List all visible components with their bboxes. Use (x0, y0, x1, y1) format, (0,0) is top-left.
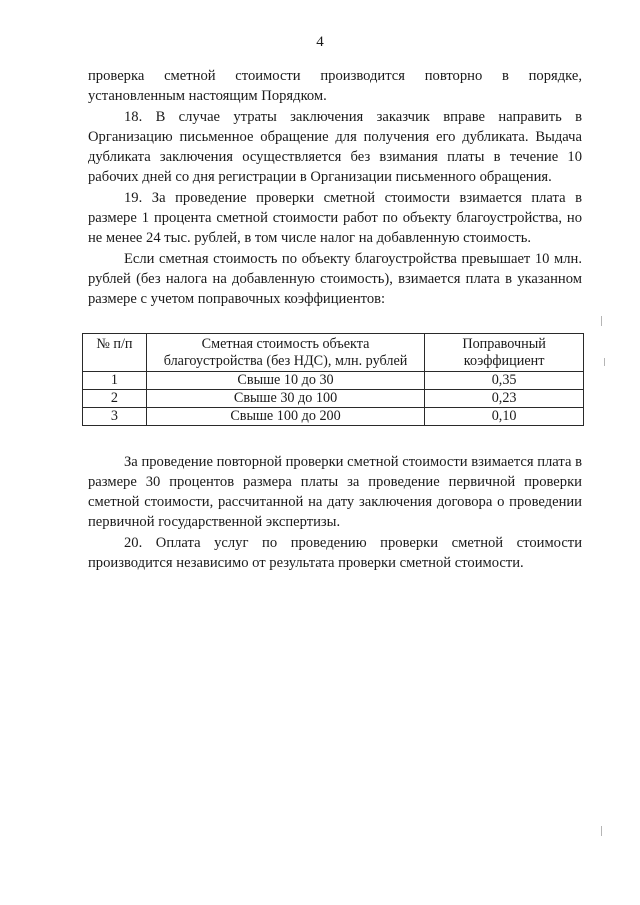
row-coefficient: 0,35 (425, 371, 584, 389)
header-number: № п/п (83, 333, 147, 371)
row-cost-range: Свыше 10 до 30 (146, 371, 424, 389)
row-coefficient: 0,23 (425, 389, 584, 407)
table-row (83, 407, 584, 425)
scan-artifact (601, 316, 602, 326)
table-header-row (83, 333, 584, 371)
table-row (83, 371, 584, 389)
row-number: 1 (83, 371, 147, 389)
page-number: 4 (316, 34, 324, 50)
scan-artifact (604, 358, 605, 366)
scan-artifact (601, 826, 602, 836)
paragraph-20: 20. Оплата услуг по проведению проверки сметной стоимости производится независимо от результата проверки сметной стоимости. (88, 534, 582, 572)
row-number: 2 (83, 389, 147, 407)
row-number: 3 (83, 407, 147, 425)
row-coefficient: 0,10 (425, 407, 584, 425)
paragraph-19-surcharge: Если сметная стоимость по объекту благоустройства превышает 10 млн. рублей (без налога на добавленную стоимость), взимается плата в указанном размере с учетом поправочных коэффициентов: (88, 250, 582, 308)
row-cost-range: Свыше 30 до 100 (146, 389, 424, 407)
header-cost: Сметная стоимость объекта благоустройства (без НДС), млн. рублей (146, 333, 424, 371)
row-cost-range: Свыше 100 до 200 (146, 407, 424, 425)
correction-coefficients-table (82, 333, 584, 426)
paragraph-continuation: проверка сметной стоимости производится повторно в порядке, установленным настоящим Порядком. (88, 68, 582, 105)
paragraph-19: 19. За проведение проверки сметной стоимости взимается плата в размере 1 процента сметной стоимости работ по объекту благоустройства, но не менее 24 тыс. рублей, в том числе налог на добавленную стоимость. (88, 189, 582, 247)
paragraph-18: 18. В случае утраты заключения заказчик вправе направить в Организацию письменное обращение для получения его дубликата. Выдача дубликата заключения осуществляется без взимания платы в течение 10 рабочих дней со дня регистрации в Организации письменного обращения. (88, 108, 582, 186)
table-row (83, 389, 584, 407)
header-coefficient: Поправочный коэффициент (425, 333, 584, 371)
document-body (88, 66, 582, 573)
paragraph-repeat-check: За проведение повторной проверки сметной стоимости взимается плата в размере 30 процентов размера платы за проведение первичной проверки сметной стоимости, рассчитанной на дату заключения договора о проведении первичной государственной экспертизы. (88, 453, 582, 531)
